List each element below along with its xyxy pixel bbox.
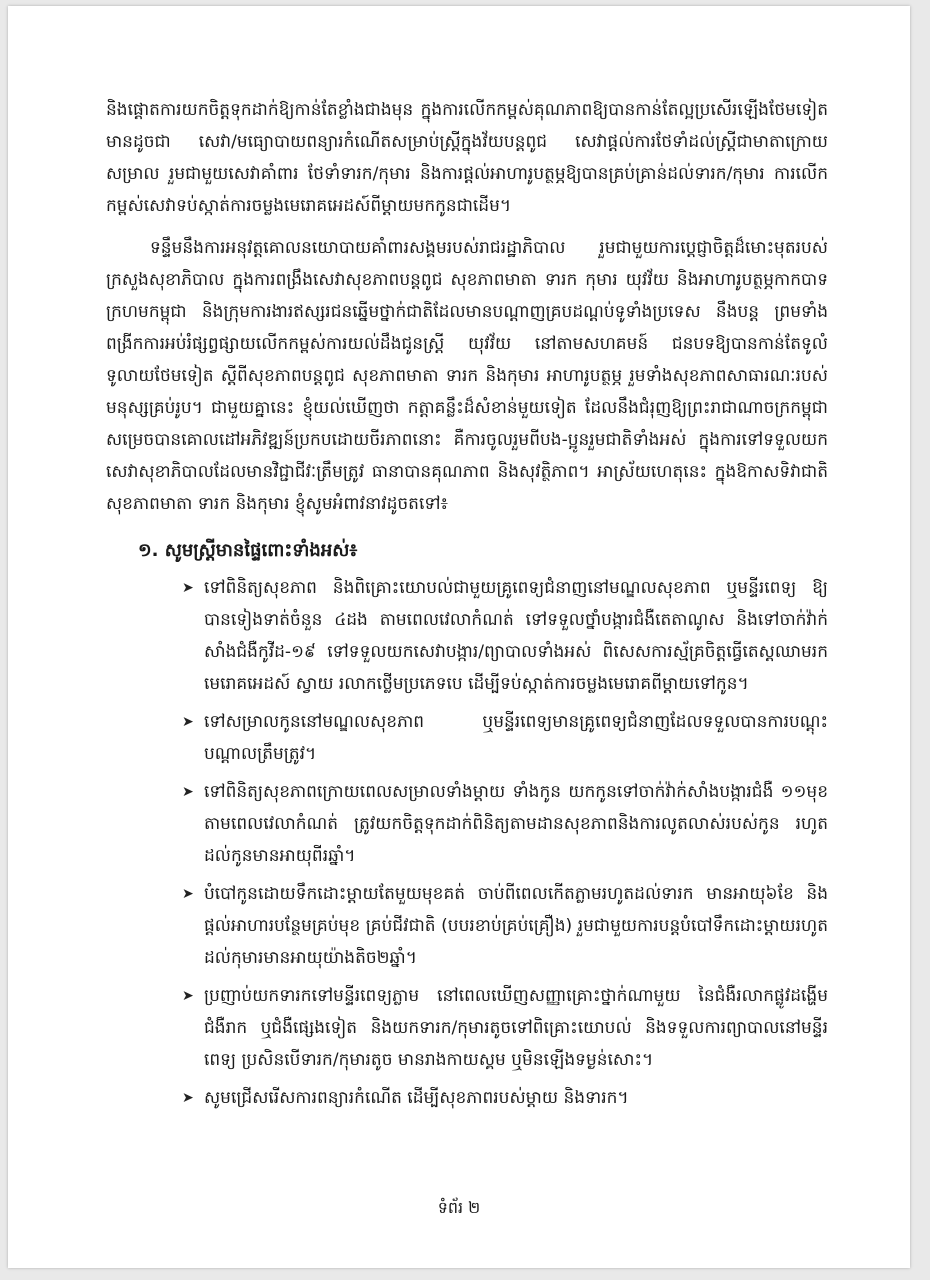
list-item bbox=[182, 776, 828, 872]
list-item-text: សូមជ្រើសរើសការពន្យារកំណើត ដើម្បីសុខភាពរបស់ម្តាយ និងទារក។ bbox=[204, 1088, 629, 1108]
list-item bbox=[182, 572, 828, 700]
bullet-list bbox=[106, 572, 828, 1114]
paragraph-commitment: ទន្ទឹមនឹងការអនុវត្តគោលនយោបាយគាំពារសង្គមរបស់រាជរដ្ឋាភិបាល រួមជាមួយការប្តេជ្ញាចិត្តដ៏មោះមុតរបស់ក្រសួងសុខាភិបាល ក្នុងការពង្រឹងសេវាសុខភាពបន្តពូជ សុខភាពមាតា ទារក កុមារ យុវវ័យ និងអាហារូបត្ថម្ភកាកបាទក្រហមកម្ពុជា និងក្រុមការងារឥស្សរជនឆ្នើមថ្នាក់ជាតិដែលមានបណ្តាញគ្របដណ្តប់ទូទាំងប្រទេស នឹងបន្ត ព្រមទាំងពង្រីកការអប់រំផ្សព្វផ្សាយលើកកម្ពស់ការយល់ដឹងជូនស្ត្រី យុវវ័យ នៅតាមសហគមន៍ ជនបទឱ្យបានកាន់តែទូលំទូលាយថែមទៀត ស្តីពីសុខភាពបន្តពូជ សុខភាពមាតា ទារក និងកុមារ អាហារូបត្ថម្ភ រួមទាំងសុខភាពសាធារណៈរបស់មនុស្សគ្រប់រូប។ ជាមួយគ្នានេះ ខ្ញុំយល់ឃើញថា កត្តាគន្លឹះដ៏សំខាន់មួយទៀត ដែលនឹងជំរុញឱ្យព្រះរាជាណាចក្រកម្ពុជាសម្រេចបានគោលដៅអភិវឌ្ឍន៍ប្រកបដោយចីរភាពនោះ គឺការចូលរួមពីបង-ប្អូនរួមជាតិទាំងអស់ ក្នុងការទៅទទួលយកសេវាសុខាភិបាលដែលមានវិជ្ជាជីវៈត្រឹមត្រូវ ធានាបានគុណភាព និងសុវត្ថិភាព។ អាស្រ័យហេតុនេះ ក្នុងឱកាសទិវាជាតិសុខភាពមាតា ទារក និងកុមារ ខ្ញុំសូមអំពាវនាវដូចតទៅ៖ bbox=[106, 238, 828, 514]
arrow-bullet-icon: ➤ bbox=[182, 714, 194, 730]
paragraph-continuation: និងផ្តោតការយកចិត្តទុកដាក់ឱ្យកាន់តែខ្លាំងជាងមុន ក្នុងការលើកកម្ពស់គុណភាពឱ្យបានកាន់តែល្អប្រសើរឡើងថែមទៀត មានដូចជា សេវា/មធ្យោបាយពន្យារកំណើតសម្រាប់ស្ត្រីក្នុងវ័យបន្តពូជ សេវាផ្តល់ការថែទាំដល់ស្ត្រីជាមាតាក្រោយសម្រាល រួមជាមួយសេវាគាំពារ ថែទាំទារក/កុមារ និងការផ្តល់អាហារូបត្ថម្ភឱ្យបានគ្រប់គ្រាន់ដល់ទារក/កុមារ ការលើកកម្ពស់សេវាទប់ស្កាត់ការចម្លងមេរោគអេដស៍ពីម្តាយមកកូនជាដើម។ bbox=[106, 100, 828, 216]
list-item-text: ទៅពិនិត្យសុខភាព និងពិគ្រោះយោបល់ជាមួយគ្រូពេទ្យជំនាញនៅមណ្ឌលសុខភាព ឬមន្ទីរពេទ្យ ឱ្យបានទៀងទាត់ចំនួន ៤ដង តាមពេលវេលាកំណត់ ទៅទទួលថ្នាំបង្ការជំងឺតេតាណូស និងទៅចាក់វ៉ាក់សាំងជំងឺកូវីដ-១៩ ទៅទទួលយកសេវាបង្ការ/ព្យាបាលទាំងអស់ ពិសេសការស្ម័គ្រចិត្តធ្វើតេស្តឈាមរកមេរោគអេដស៍ ស្វាយ រលាកថ្លើមប្រភេទបេ ដើម្បីទប់ស្កាត់ការចម្លងមេរោគពីម្តាយទៅកូន។ bbox=[204, 578, 828, 694]
arrow-bullet-icon: ➤ bbox=[182, 1090, 194, 1106]
list-item bbox=[182, 1082, 828, 1114]
list-item bbox=[182, 878, 828, 974]
document-page bbox=[8, 6, 910, 1268]
arrow-bullet-icon: ➤ bbox=[182, 580, 194, 596]
list-item-text: បំបៅកូនដោយទឹកដោះម្តាយតែមួយមុខគត់ ចាប់ពីពេលកើតភ្លាមរហូតដល់ទារក មានអាយុ៦ខែ និងផ្តល់អាហារបន្ថែមគ្រប់មុខ គ្រប់ជីវជាតិ (បបរខាប់គ្រប់គ្រឿង) រួមជាមួយការបន្តបំបៅទឹកដោះម្តាយរហូតដល់កុមារមានអាយុយ៉ាងតិច២ឆ្នាំ។ bbox=[204, 884, 828, 968]
arrow-bullet-icon: ➤ bbox=[182, 886, 194, 902]
list-item-text: ទៅពិនិត្យសុខភាពក្រោយពេលសម្រាលទាំងម្តាយ ទាំងកូន យកកូនទៅចាក់វ៉ាក់សាំងបង្ការជំងឺ ១១មុខ តាមពេលវេលាកំណត់ ត្រូវយកចិត្តទុកដាក់ពិនិត្យតាមដានសុខភាពនិងការលូតលាស់របស់កូន រហូតដល់កូនមានអាយុពីរឆ្នាំ។ bbox=[204, 782, 828, 866]
list-item-text: ទៅសម្រាលកូននៅមណ្ឌលសុខភាព ឬមន្ទីរពេទ្យមានគ្រូពេទ្យជំនាញដែលទទួលបានការបណ្តុះបណ្តាលត្រឹមត្រូវ។ bbox=[204, 712, 828, 764]
section-heading-pregnant-women: ១. សូមស្ត្រីមានផ្ទៃពោះទាំងអស់៖ bbox=[138, 540, 358, 561]
document-body bbox=[106, 94, 828, 1120]
list-item bbox=[182, 980, 828, 1076]
list-item bbox=[182, 706, 828, 770]
list-item-text: ប្រញាប់យកទារកទៅមន្ទីរពេទ្យភ្លាម នៅពេលឃើញសញ្ញាគ្រោះថ្នាក់ណាមួយ នៃជំងឺរលាកផ្លូវដង្ហើម ជំងឺរាក ឬជំងឺផ្សេងទៀត និងយកទារក/កុមារតូចទៅពិគ្រោះយោបល់ និងទទួលការព្យាបាលនៅមន្ទីរពេទ្យ ប្រសិនបើទារក/កុមារតូច មានរាងកាយស្គម ឬមិនឡើងទម្ងន់សោះ។ bbox=[204, 986, 828, 1070]
page-number: ទំព័រ ២ bbox=[437, 1198, 481, 1217]
arrow-bullet-icon: ➤ bbox=[182, 784, 194, 800]
arrow-bullet-icon: ➤ bbox=[182, 988, 194, 1004]
